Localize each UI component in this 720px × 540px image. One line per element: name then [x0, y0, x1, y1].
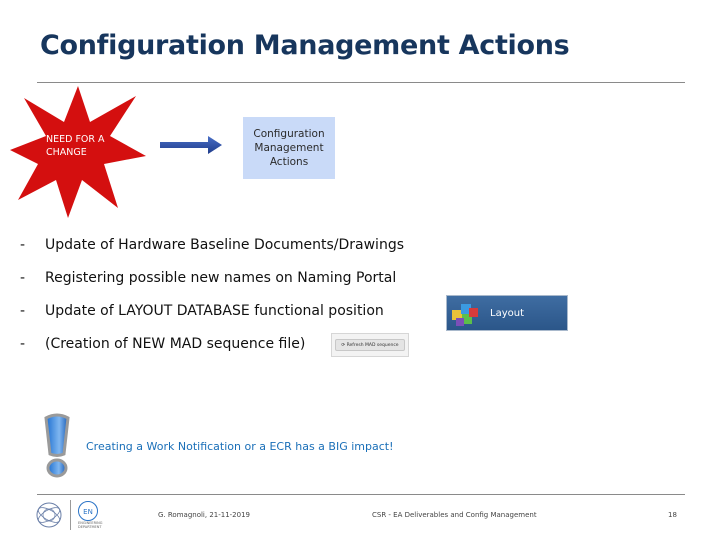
footer-divider	[37, 494, 685, 495]
configuration-management-actions-box	[243, 117, 335, 179]
bullet-dash: -	[20, 303, 26, 319]
bullet-dash: -	[20, 237, 26, 253]
footer-author: G. Romagnoli, 21-11-2019	[158, 511, 250, 519]
en-logo-text: EN	[83, 508, 93, 516]
cern-logo-icon	[34, 500, 64, 530]
bullet-text: Update of Hardware Baseline Documents/Drawings	[45, 237, 404, 253]
cubes-icon	[450, 298, 480, 328]
impact-note: Creating a Work Notification or a ECR has a BIG impact!	[86, 440, 394, 453]
bullet-text: Update of LAYOUT DATABASE functional position	[45, 303, 384, 319]
engineering-department-logo-icon	[78, 501, 98, 521]
bullet-item	[20, 270, 396, 286]
bullet-dash: -	[20, 336, 26, 352]
need-for-change-label: NEED FOR A CHANGE	[46, 134, 105, 158]
bullet-item	[20, 336, 305, 352]
footer-title: CSR - EA Deliverables and Config Management	[372, 511, 537, 519]
arrow-right-icon	[160, 135, 222, 155]
slide-title: Configuration Management Actions	[40, 30, 570, 61]
layout-button[interactable]	[446, 295, 568, 331]
bullet-dash: -	[20, 270, 26, 286]
bullet-text: Registering possible new names on Naming Portal	[45, 270, 397, 286]
bullet-item	[20, 237, 404, 253]
exclamation-icon	[38, 412, 76, 478]
title-divider	[37, 82, 685, 83]
layout-button-label: Layout	[490, 307, 524, 319]
refresh-mad-sequence-button[interactable]	[335, 339, 405, 351]
page-number: 18	[668, 511, 677, 519]
bullet-item	[20, 303, 384, 319]
bullet-text: (Creation of NEW MAD sequence file)	[45, 336, 306, 352]
box-label: Configuration Management Actions	[253, 128, 325, 168]
refresh-mad-sequence-panel	[331, 333, 409, 357]
engineering-department-text: ENGINEERING DEPARTMENT	[78, 521, 103, 529]
refresh-button-label: ⟳ Refresh MAD sequence	[341, 342, 399, 348]
logo-separator	[70, 500, 71, 530]
